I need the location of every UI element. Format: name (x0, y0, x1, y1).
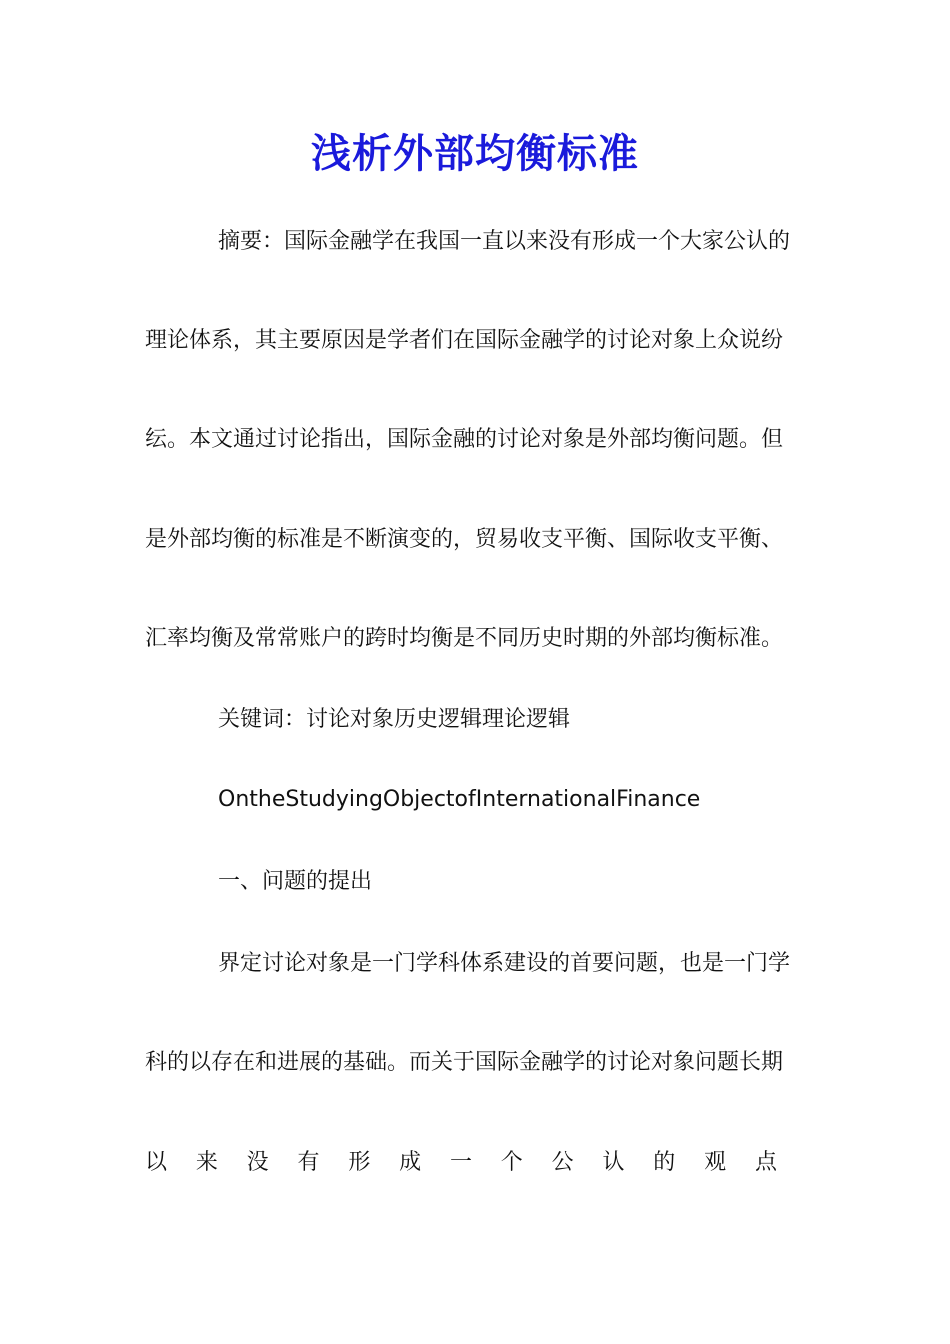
body-char: 一 (449, 1150, 472, 1175)
keywords-line: 关键词：讨论对象历史逻辑理论逻辑 (218, 707, 571, 732)
body-char: 个 (500, 1150, 523, 1175)
body-line-3 (145, 1148, 777, 1178)
body-char: 点 (754, 1150, 777, 1175)
abstract-line-2: 理论体系，其主要原因是学者们在国际金融学的讨论对象上众说纷 (145, 328, 784, 353)
body-char: 来 (195, 1150, 218, 1175)
body-char: 形 (348, 1150, 371, 1175)
body-char: 有 (297, 1150, 320, 1175)
document-title: 浅析外部均衡标准 (311, 130, 639, 177)
abstract-line-4: 是外部均衡的标准是不断演变的，贸易收支平衡、国际收支平衡、 (145, 527, 784, 552)
abstract-line-5: 汇率均衡及常常账户的跨时均衡是不同历史时期的外部均衡标准。 (145, 626, 784, 651)
abstract-line-3: 纭。本文通过讨论指出，国际金融的讨论对象是外部均衡问题。但 (145, 427, 784, 452)
body-char: 的 (653, 1150, 676, 1175)
body-char: 观 (704, 1150, 727, 1175)
body-line-1: 界定讨论对象是一门学科体系建设的首要问题，也是一门学 (218, 951, 791, 976)
body-char: 公 (551, 1150, 574, 1175)
body-char: 以 (145, 1150, 168, 1175)
section-heading: 一、问题的提出 (218, 869, 373, 894)
body-char: 成 (399, 1150, 422, 1175)
body-char: 没 (246, 1150, 269, 1175)
body-line-2: 科的以存在和进展的基础。而关于国际金融学的讨论对象问题长期 (145, 1050, 784, 1075)
body-char: 认 (602, 1150, 625, 1175)
english-title-line: OntheStudyingObjectofInternationalFinance (218, 787, 701, 812)
abstract-line-1: 摘要：国际金融学在我国一直以来没有形成一个大家公认的 (218, 229, 791, 254)
